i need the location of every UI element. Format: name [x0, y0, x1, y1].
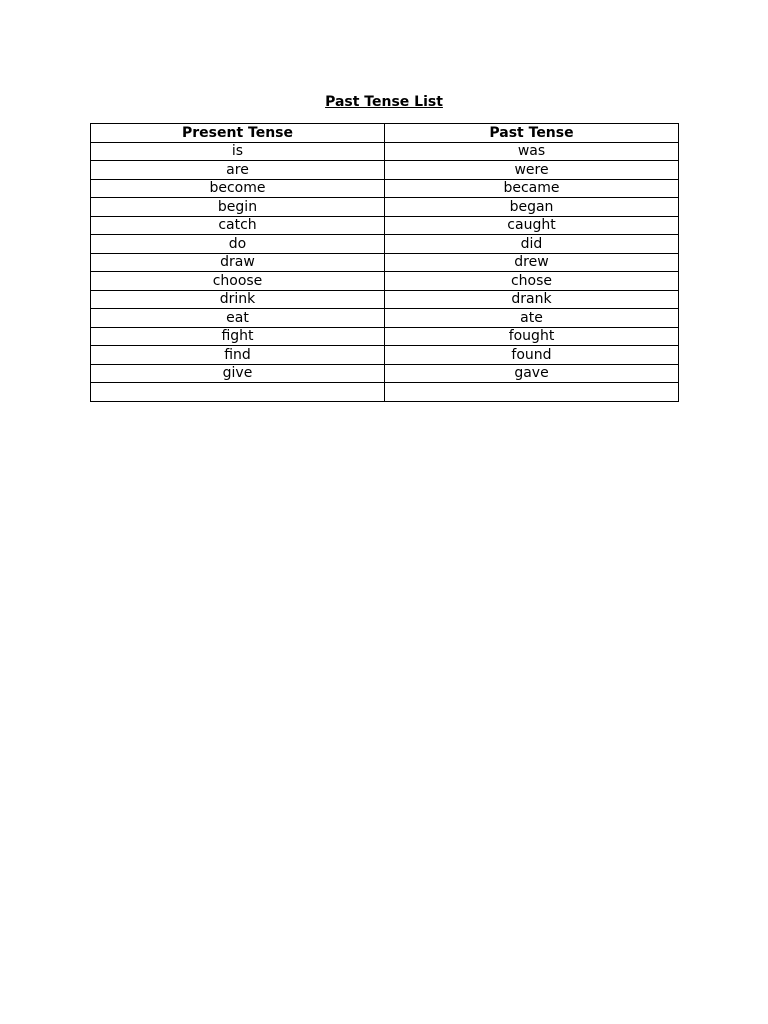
- table-header-row: [91, 124, 679, 143]
- present-tense-cell: find: [91, 346, 385, 365]
- past-tense-cell: [385, 383, 679, 402]
- present-tense-cell: is: [91, 142, 385, 161]
- table-row: [91, 235, 679, 254]
- present-tense-cell: are: [91, 161, 385, 180]
- table-row: [91, 253, 679, 272]
- past-tense-cell: were: [385, 161, 679, 180]
- table-row: [91, 198, 679, 217]
- present-tense-cell: catch: [91, 216, 385, 235]
- present-tense-cell: do: [91, 235, 385, 254]
- table-row: [91, 290, 679, 309]
- present-tense-cell: become: [91, 179, 385, 198]
- table-row: [91, 309, 679, 328]
- past-tense-cell: chose: [385, 272, 679, 291]
- past-tense-cell: found: [385, 346, 679, 365]
- past-tense-cell: was: [385, 142, 679, 161]
- present-tense-cell: give: [91, 364, 385, 383]
- table-row-empty: [91, 383, 679, 402]
- table-row: [91, 216, 679, 235]
- present-tense-cell: [91, 383, 385, 402]
- present-tense-cell: begin: [91, 198, 385, 217]
- present-tense-cell: choose: [91, 272, 385, 291]
- past-tense-cell: fought: [385, 327, 679, 346]
- past-tense-cell: caught: [385, 216, 679, 235]
- past-tense-table: [90, 123, 679, 402]
- table-row: [91, 142, 679, 161]
- table-row: [91, 364, 679, 383]
- present-tense-cell: eat: [91, 309, 385, 328]
- past-tense-cell: did: [385, 235, 679, 254]
- table-body: [91, 142, 679, 401]
- column-header-past-tense: Past Tense: [385, 124, 679, 143]
- past-tense-cell: became: [385, 179, 679, 198]
- past-tense-cell: ate: [385, 309, 679, 328]
- column-header-present-tense: Present Tense: [91, 124, 385, 143]
- past-tense-cell: drew: [385, 253, 679, 272]
- table-row: [91, 272, 679, 291]
- page-title: Past Tense List: [325, 94, 443, 110]
- past-tense-cell: gave: [385, 364, 679, 383]
- table-row: [91, 346, 679, 365]
- present-tense-cell: fight: [91, 327, 385, 346]
- past-tense-cell: began: [385, 198, 679, 217]
- past-tense-cell: drank: [385, 290, 679, 309]
- present-tense-cell: drink: [91, 290, 385, 309]
- table-row: [91, 327, 679, 346]
- table-row: [91, 161, 679, 180]
- table-row: [91, 179, 679, 198]
- present-tense-cell: draw: [91, 253, 385, 272]
